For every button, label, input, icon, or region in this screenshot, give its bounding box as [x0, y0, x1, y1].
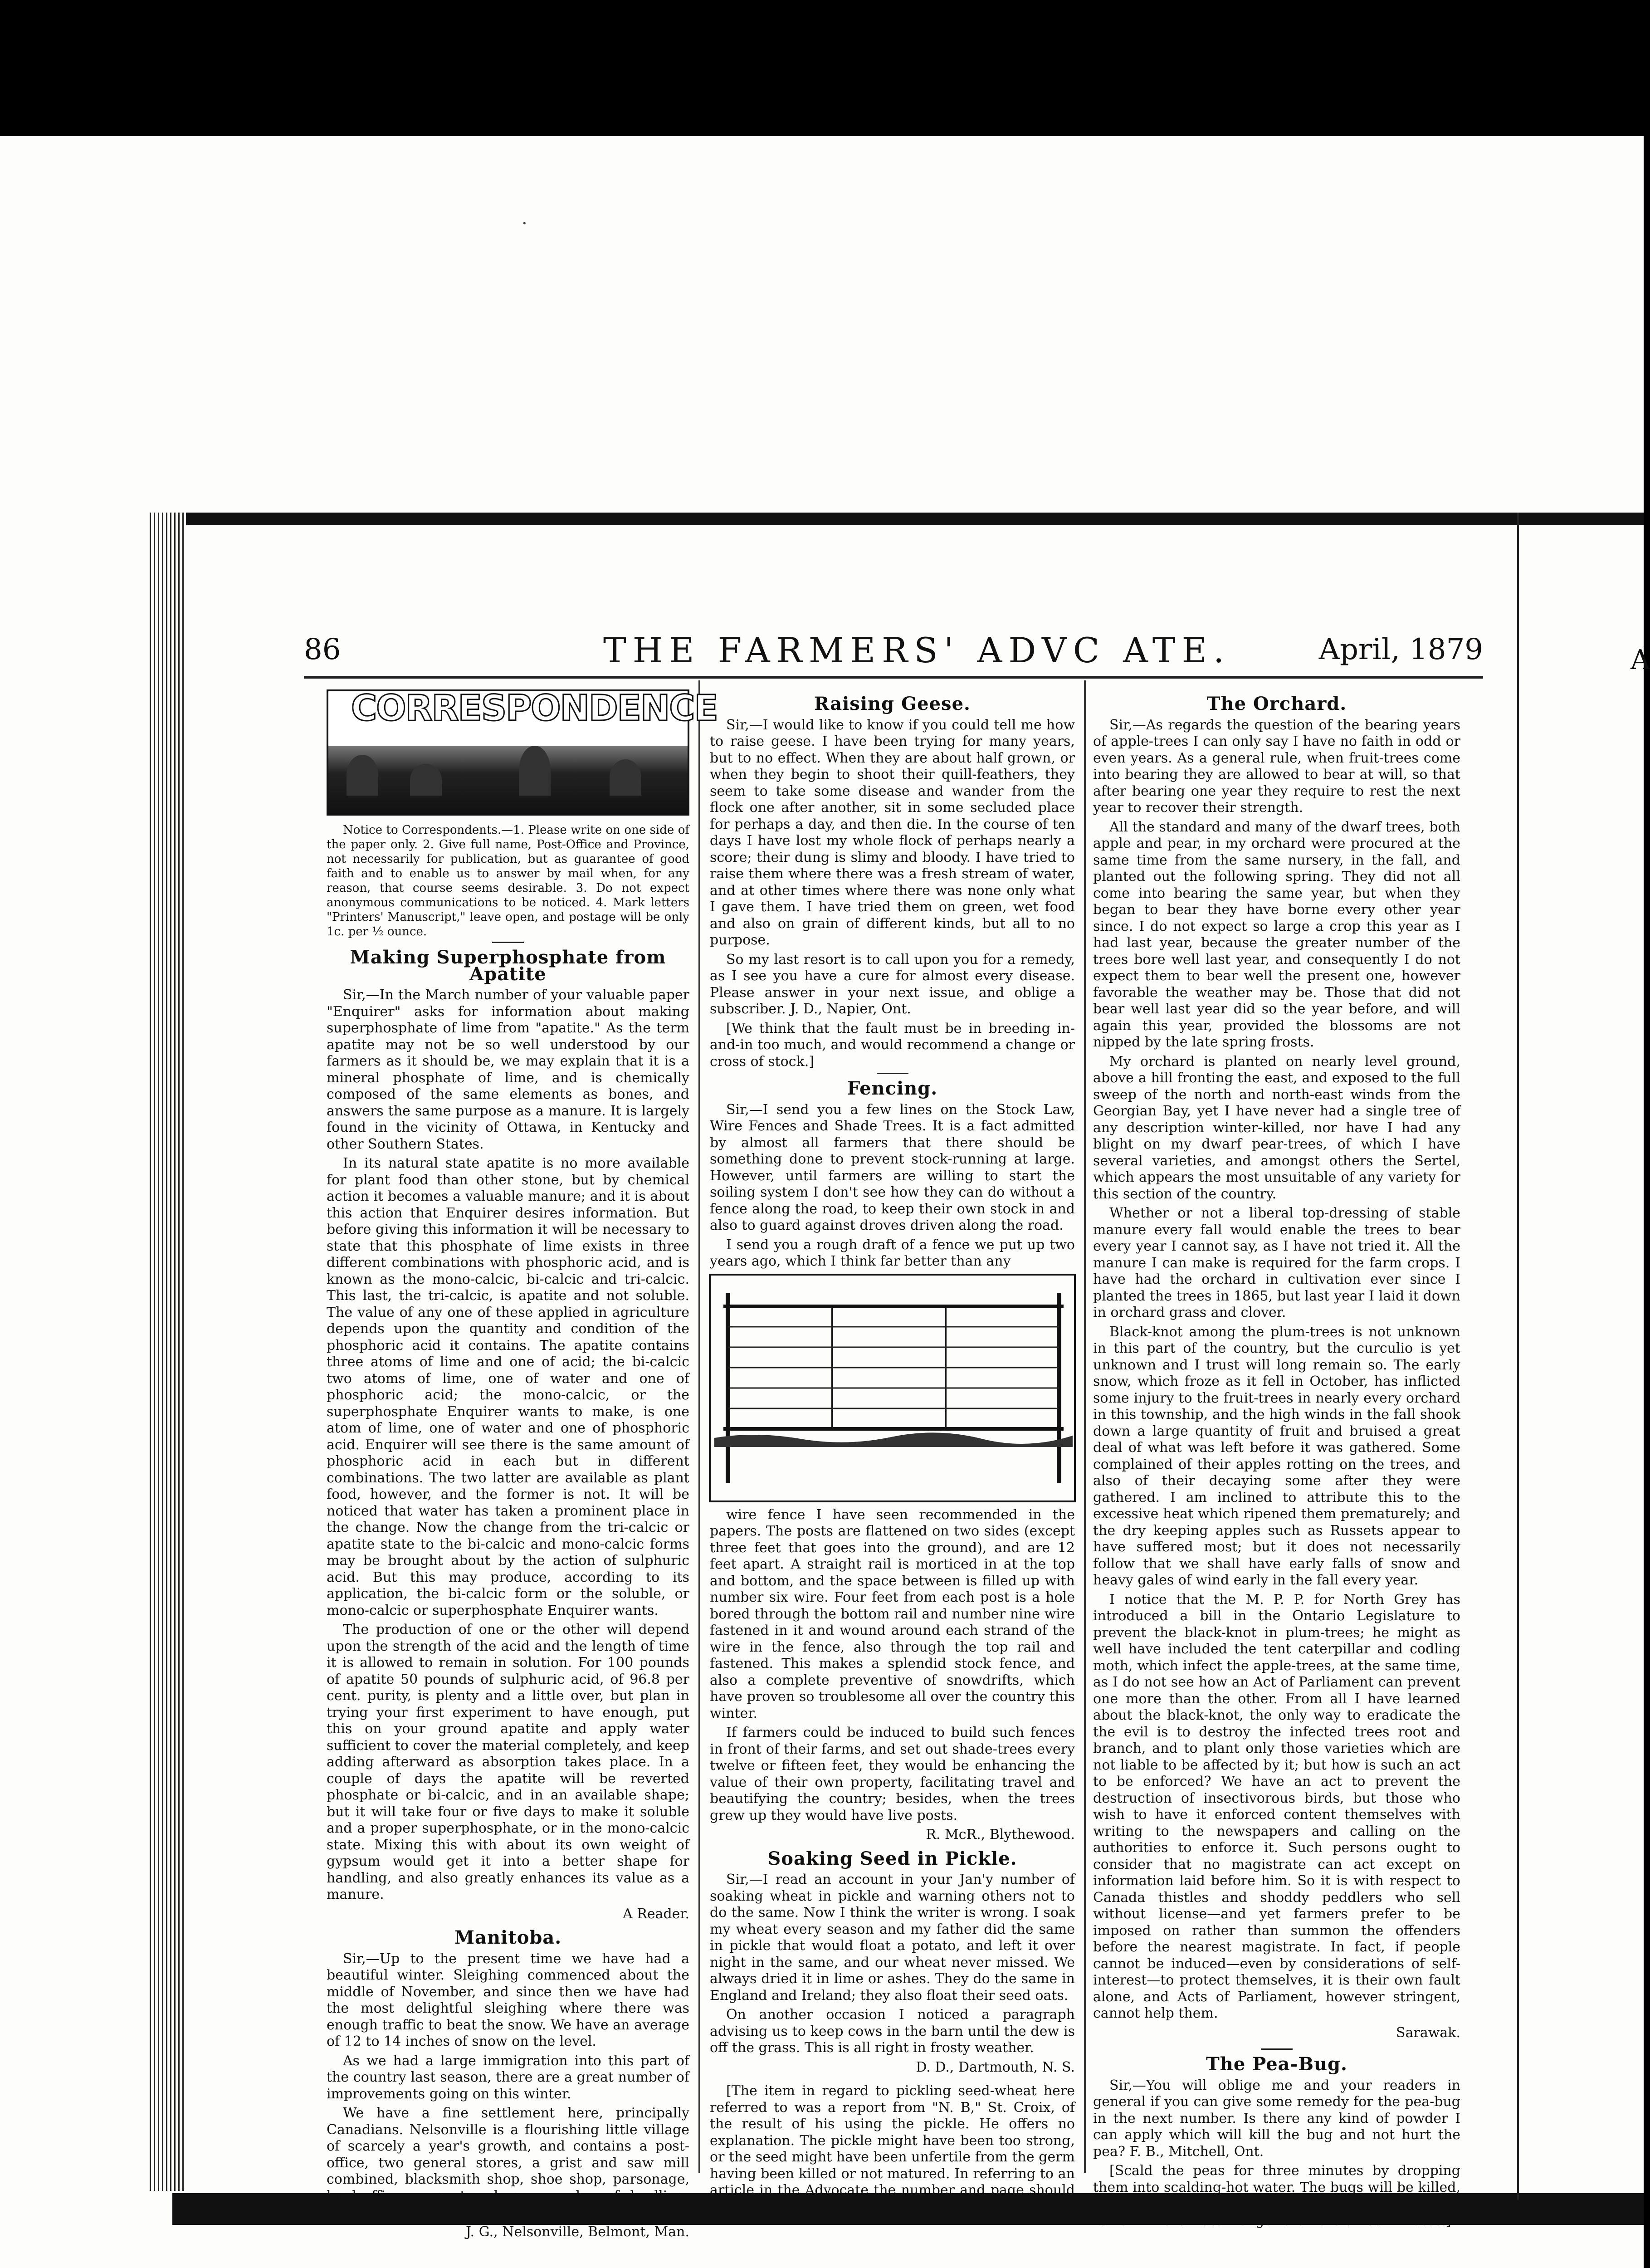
article-paragraph: On another occasion I noticed a paragraph advising us to keep cows in the barn until the dew is off the grass. This is all right in frosty weather. — [710, 2007, 1075, 2056]
column-1 — [327, 688, 718, 2248]
header-rule — [304, 676, 1483, 679]
article-title: Soaking Seed in Pickle. — [767, 1848, 1017, 1869]
article-paragraph: Sir,—I read an account in your Jan'y number of soaking wheat in pickle and warning others not to do the same. Now I think the writer is wrong. I soak my wheat every season and my father did the same in pickle that would float a potato, and left it over night in the same, and our wheat never missed. We always dried it in lime or ashes. They do the same in England and Ireland; they also float their seed oats. — [710, 1872, 1075, 2004]
article-signature: A Reader. — [623, 1906, 689, 1922]
article-paragraph: Sir,—Up to the present time we have had a beautiful winter. Sleighing commenced about the middle of November, and since then we have had the most delightful sleighing where there was enough traffic to beat the snow. We have an average of 12 to 14 inches of snow on the level. — [327, 1950, 689, 2049]
article-paragraph: Whether or not a liberal top-dressing of stable manure every fall would enable the trees to bear every year I cannot say, as I have not tried it. All the manure I can make is required for the farm crops. I have had the orchard in cultivation ever since I planted the trees in 1865, but last year I laid it down in orchard grass and clover. — [1093, 1205, 1460, 1320]
banner-illustration — [328, 746, 688, 814]
fence-illustration — [710, 1275, 1075, 1501]
article-title: Manitoba. — [454, 1927, 562, 1948]
article-paragraph: Sir,—I would like to know if you could tell me how to raise geese. I have been trying for many years, but to no effect. When they are about half grown, or when they begin to shoot their quill-feathers, they seem to take some disease and wander from the flock one after another, sit in some secluded place for perhaps a day, and then die. In the course of ten days I have lost my whole flock of perhaps nearly a score; their dung is slimy and bloody. I have tried to raise them where there was a fresh stream of water, and at other times where there was none only what I gave them. I have tried them on green, wet food and also on grain of different kinds, but all to no purpose. — [710, 717, 1075, 948]
article-paragraph: My orchard is planted on nearly level ground, above a hill fronting the east, and exposed to the full sweep of the north and north-east winds from the Georgian Bay, yet I have never had a single tree of any description winter-killed, nor have I had any blight on my dwarf pear-trees, of which I have several varieties, and amongst others the Sertel, which appears the most unsuitable of any variety for this section of the country. — [1093, 1053, 1460, 1202]
article-paragraph: Sir,—In the March number of your valuable paper "Enquirer" asks for information about making superphosphate of lime from "apatite." As the term apatite may not be so well understood by our farmers as it should be, we may explain that it is a mineral phosphate of lime, and is chemically composed of the same elements as bones, and answers the same purpose as a manure. It is largely found in the vicinity of Ottawa, in Kentucky and other Southern States. — [327, 987, 689, 1152]
article-paragraph: As we had a large immigration into this part of the country last season, there are a great number of improvements going on this winter. — [327, 2053, 689, 2102]
article-signature: D. D., Dartmouth, N. S. — [916, 2059, 1075, 2075]
masthead: THE FARMERS' ADVC ATE. — [603, 630, 1231, 670]
article-signature: Sarawak. — [1396, 2024, 1460, 2041]
section-rule — [1261, 2048, 1293, 2050]
column-rule — [1084, 680, 1086, 2173]
article-paragraph: All the standard and many of the dwarf trees, both apple and pear, in my orchard were procured at the same time from the same nursery, in the fall, and planted out the following spring. They did not all come into bearing the same year, but when they began to bear they have borne every other year since. I do not expect so large a crop this year as I had last year, because the greater number of the trees bore well last year, and consequently I do not expect them to bear well the present one, however favorable the weather may be. Those that did not bear well last year did so the year before, and will again this year, provided the blossoms are not nipped by the late spring frosts. — [1093, 819, 1460, 1050]
article-paragraph: Sir,—You will oblige me and your readers in general if you can give some remedy for the pea-bug in the next number. Is there any kind of powder I can apply which will kill the bug and not hurt the pea? F. B., Mitchell, Ont. — [1093, 2077, 1460, 2160]
article-title: Raising Geese. — [814, 693, 971, 714]
editor-note: [The item in regard to pickling seed-wheat here referred to was a report from "N. B," St. Croix, of the result of his using the pickle. He offers no explanation. The pickle might have been too strong, or the seed might have been unfertile from the germ having been killed or not matured. In referring to an article in the Advocate the number and page should be given. — [710, 2083, 1075, 2215]
page-edge — [1517, 513, 1519, 2200]
section-rule — [492, 942, 524, 943]
page-header — [304, 630, 1483, 670]
article-paragraph: Sir,—I send you a few lines on the Stock Law, Wire Fences and Shade Trees. It is a fact admitted by almost all farmers that there should be something done to prevent stock-running at large. However, until farmers are willing to start the soiling system I don't see how they can do without a fence along the road, to keep their own stock in and also to guard against droves driven along the road. — [710, 1101, 1075, 1233]
article-signature: J. G., Nelsonville, Belmont, Man. — [465, 2224, 689, 2240]
editor-note: [We think that the fault must be in breeding in-and-in too much, and would recommend a change or cross of stock.] — [710, 1020, 1075, 1070]
notice-to-correspondents: Notice to Correspondents.—1. Please write on one side of the paper only. 2. Give full name, Post-Office and Province, not necessarily for publication, but as guarantee of good faith and to enable us to answer by mail when, for any reason, that course seems desirable. 3. Do not expect anonymous communications to be noticed. 4. Mark letters "Printers' Manuscript," leave open, and postage will be only 1c. per ½ ounce. — [327, 823, 689, 938]
column-rule — [698, 680, 700, 2173]
column-3 — [1093, 689, 1460, 2232]
margin-mark: · — [522, 213, 527, 234]
article-paragraph: In its natural state apatite is no more available for plant food than other stone, but by chemical action it becomes a valuable manure; and it is about this action that Enquirer desires information. But before giving this information it will be necessary to state that this phosphate of lime exists in three different combinations with phosphoric acid, and is known as the mono-calcic, bi-calcic and tri-calcic. This last, the tri-calcic, is apatite and not soluble. The value of any one of these applied in agriculture depends upon the quantity and condition of the phosphoric acid it contains. The apatite contains three atoms of lime and one of acid; the bi-calcic two atoms of lime, one of water and one of phosphoric acid; the mono-calcic, or the superphosphate Enquirer wants to make, is one atom of lime, one of water and one of phosphoric acid. Enquirer will see there is the same amount of phosphoric acid in each but in different combinations. The two latter are available as plant food, however, and the former is not. It will be noticed that water has taken a prominent place in the change. Now the change from the tri-calcic or apatite state to the bi-calcic and mono-calcic forms may be brought about by the action of sulphuric acid. But this may produce, according to its application, the bi-calcic form or the soluble, or mono-calcic or superphosphate Enquirer wants. — [327, 1155, 689, 1618]
article-paragraph: I notice that the M. P. P. for North Grey has introduced a bill in the Ontario Legislature to prevent the black-knot in plum-trees; he might as well have included the tent caterpillar and codling moth, which infect the apple-trees, at the same time, as I do not see how an Act of Parliament can prevent one more than the other. From all I have learned about the black-knot, the only way to eradicate the the evil is to destroy the infected trees root and branch, and to plant only those varieties which are not liable to be affected by it; but how is such an act to be enforced? We have an act to prevent the destruction of insectivorous birds, but those who wish to have it enforced content themselves with writing to the newspapers and calling on the authorities to enforce it. Such persons ought to consider that no magistrate can act except on information laid before him. So it is with respect to Canada thistles and shoddy peddlers who sell without license—and yet farmers prefer to be imposed on rather than summon the offenders before the nearest magistrate. In fact, if people cannot be induced—even by considerations of self-interest—to protect themselves, it is their own fault alone, and Acts of Parliament, however stringent, cannot help them. — [1093, 1591, 1460, 2021]
editor-note: [Scald the peas for three minutes by dropping them into scalding-hot water. The bugs will be killed, but the peas will not be injured, unless allowed to remain in the water longer than the three minutes.] — [1093, 2163, 1460, 2229]
page-number: 86 — [304, 633, 341, 666]
article-paragraph: wire fence I have seen recommended in the papers. The posts are flattened on two sides (except three feet that goes into the ground), and are 12 feet apart. A straight rail is morticed in at the top and bottom, and the space between is filled up with number six wire. Four feet from each post is a hole bored through the bottom rail and number nine wire fastened in it and wound around each strand of the wire in the fence, also through the top rail and fastened. This makes a splendid stock fence, and also a complete preventive of snowdrifts, which have proven so troublesome all over the country this winter. — [710, 1506, 1075, 1721]
article-paragraph: So my last resort is to call upon you for a remedy, as I see you have a cure for almost every disease. Please answer in your next issue, and oblige a subscriber. J. D., Napier, Ont. — [710, 951, 1075, 1017]
section-rule — [877, 1073, 908, 1074]
correspondence-title: CORRESPONDENCE — [351, 688, 718, 729]
article-paragraph: If farmers could be induced to build such fences in front of their farms, and set out shade-trees every twelve or fifteen feet, they would be enhancing the value of their own property, facilitating travel and beautifying the country; besides, when the trees grew up they would have live posts. — [710, 1725, 1075, 1823]
book-top-edge — [163, 513, 1644, 525]
article-signature: R. McR., Blythewood. — [926, 1827, 1075, 1843]
article-title: The Orchard. — [1206, 693, 1347, 714]
article-paragraph: Sir,—As regards the question of the bearing years of apple-trees I can only say I have no faith in odd or even years. As a general rule, when fruit-trees come into bearing they are allowed to bear at will, so that after bearing one year they require to rest the next year to recover their strength. — [1093, 717, 1460, 816]
next-page-fragment — [1522, 513, 1650, 2191]
next-page-header: A — [1630, 644, 1650, 676]
book-spine-pages — [150, 513, 186, 2191]
article-paragraph: I send you a rough draft of a fence we put up two years ago, which I think far better than any — [710, 1237, 1075, 1269]
article-title: Making Superphosphate from Apatite — [350, 947, 666, 985]
column-2 — [710, 689, 1075, 2218]
correspondence-banner — [327, 688, 718, 816]
article-paragraph: The production of one or the other will depend upon the strength of the acid and the length of time it is allowed to remain in solution. For 100 pounds of apatite 50 pounds of sulphuric acid, of 96.8 per cent. purity, is plenty and a little over, but plan in trying your first experiment to have enough, put this on your ground apatite and apply water sufficient to cover the material completely, and keep adding afterward as absorption takes place. In a couple of days the apatite will be reverted phosphate or bi-calcic, and in an available shape; but it will take four or five days to make it soluble and a proper superphosphate, or in the mono-calcic state. Mixing this with about its own weight of gypsum would get it into a better shape for handling, and also greatly enhances its value as a manure. — [327, 1622, 689, 1902]
fence-drawing — [710, 1275, 1075, 1501]
article-paragraph: Black-knot among the plum-trees is not unknown in this part of the country, but the curculio is yet unknown and I trust will long remain so. The early snow, which froze as it fell in October, has inflicted some injury to the fruit-trees in nearly every orchard in this township, and the high winds in the fall shook down a large quantity of fruit and bruised a great deal of what was left before it was gathered. Some complained of their apples rotting on the trees, and also of their decaying some after they were gathered. I am inclined to attribute this to the excessive heat which ripened them prematurely; and the dry keeping apples such as Russets appear to have suffered most; but it does not necessarily follow that we shall have early falls of snow and heavy gales of wind early in the fall every year. — [1093, 1324, 1460, 1588]
issue-date: April, 1879 — [1318, 633, 1483, 666]
article-title: Fencing. — [847, 1078, 938, 1099]
article-paragraph: We have a fine settlement here, principally Canadians. Nelsonville is a flourishing little village of scarcely a year's growth, and contains a post-office, two general stores, a grist and saw mill combined, blacksmith shop, shoe shop, parsonage, land office, carpenter shop, a number of dwelling-houses, and we have a doctor. — [327, 2105, 689, 2220]
article-title: The Pea-Bug. — [1206, 2053, 1347, 2075]
